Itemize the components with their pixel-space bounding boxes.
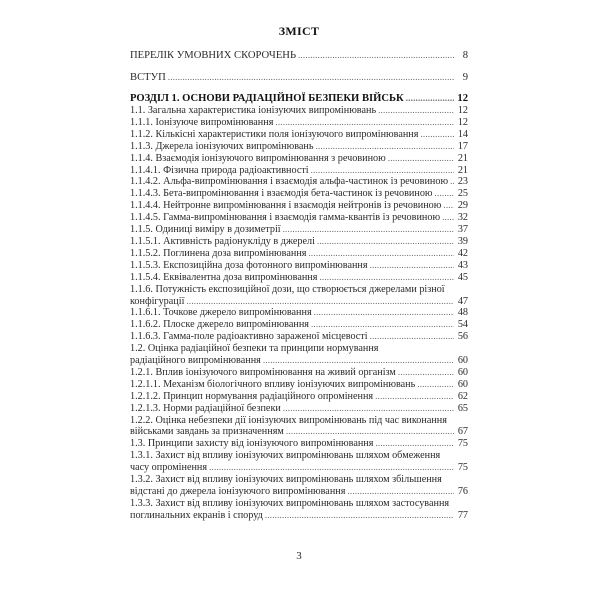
toc-entry[interactable] bbox=[130, 141, 468, 153]
toc-entry-text: часу опромінення bbox=[130, 462, 208, 474]
document-page bbox=[130, 0, 468, 600]
leader-dots bbox=[265, 510, 454, 522]
toc-entry[interactable] bbox=[130, 188, 468, 200]
toc-entry[interactable] bbox=[130, 153, 468, 165]
leader-dots bbox=[308, 248, 454, 260]
toc-entry-page: 75 bbox=[457, 438, 468, 450]
leader-dots bbox=[209, 462, 454, 474]
leader-dots bbox=[420, 129, 454, 141]
toc-entry-text: 1.1.4. Взаємодія іонізуючого випромінювання з речовиною bbox=[130, 152, 386, 164]
toc-entry-text: 1.1.5. Одиниці виміру в дозиметрії bbox=[130, 224, 281, 236]
toc-entry-page: 42 bbox=[457, 247, 468, 259]
toc-entry[interactable] bbox=[130, 49, 468, 62]
leader-dots bbox=[275, 117, 454, 129]
toc-entry-text: 1.1.4.5. Гамма-випромінювання і взаємодія гамма-квантів із речовиною bbox=[130, 212, 441, 224]
leader-dots bbox=[370, 260, 454, 272]
leader-dots bbox=[319, 272, 454, 284]
toc-entry-text: 1.2.1.1. Механізм біологічного впливу іонізуючих випромінювань bbox=[130, 378, 416, 390]
toc-entry-page: 39 bbox=[457, 235, 468, 247]
toc-entry[interactable] bbox=[130, 415, 468, 439]
toc-entry-page: 60 bbox=[457, 366, 468, 378]
leader-dots bbox=[316, 141, 454, 153]
toc-entry[interactable] bbox=[130, 248, 468, 260]
toc-entry-text: 1.1.6.1. Точкове джерело випромінювання bbox=[130, 307, 312, 319]
toc-entry-text: 1.1.4.2. Альфа-випромінювання і взаємодія альфа-частинок із речовиною bbox=[130, 176, 449, 188]
toc-entry[interactable] bbox=[130, 498, 468, 522]
toc-entry-text: 1.1.2. Кількісні характеристики поля іонізуючого випромінювання bbox=[130, 128, 419, 140]
toc-entry-page: 12 bbox=[457, 105, 468, 116]
page-number: 3 bbox=[296, 550, 302, 562]
toc-entry-page: 23 bbox=[457, 176, 468, 188]
toc-entry-page: 25 bbox=[457, 188, 468, 200]
leader-dots bbox=[283, 224, 454, 236]
toc-entry-page: 12 bbox=[457, 116, 468, 128]
toc-entry-page: 29 bbox=[457, 200, 468, 212]
toc-entry[interactable] bbox=[130, 212, 468, 224]
toc-entry-text: відстані до джерела іонізуючого випромінювання bbox=[130, 486, 346, 497]
toc-entry-text: 1.1.4.3. Бета-випромінювання і взаємодія бета-частинок із речовиною bbox=[130, 188, 433, 200]
table-of-contents bbox=[130, 49, 468, 522]
toc-entry-page: 14 bbox=[457, 128, 468, 140]
toc-entry-text: 1.1.4.4. Нейтронне випромінювання і взаємодія нейтронів із речовиною bbox=[130, 200, 442, 212]
toc-entry-text: 1.1.6.3. Гамма-поле радіоактивно зараженої місцевості bbox=[130, 331, 368, 343]
toc-entry-page: 77 bbox=[457, 509, 468, 521]
leader-dots bbox=[311, 319, 454, 331]
toc-entry-page: 56 bbox=[457, 331, 468, 343]
leader-dots bbox=[370, 331, 454, 343]
toc-entry[interactable] bbox=[130, 403, 468, 415]
leader-dots bbox=[398, 367, 454, 379]
leader-dots bbox=[435, 188, 454, 200]
leader-dots bbox=[388, 153, 454, 165]
toc-entry-text: РОЗДІЛ 1. ОСНОВИ РАДІАЦІЙНОЇ БЕЗПЕКИ ВІЙСЬК bbox=[130, 93, 404, 104]
toc-entry[interactable] bbox=[130, 367, 468, 379]
toc-entry[interactable] bbox=[130, 331, 468, 343]
toc-entry-text: 1.1.5.3. Експозиційна доза фотонного випромінювання bbox=[130, 259, 368, 271]
toc-entry-text: ВСТУП bbox=[130, 72, 166, 83]
toc-entry-page: 9 bbox=[462, 72, 468, 83]
toc-entry[interactable] bbox=[130, 165, 468, 177]
toc-entry-page: 43 bbox=[457, 259, 468, 271]
toc-entry-text: 1.2.1.2. Принцип нормування радіаційного опромінення bbox=[130, 390, 374, 402]
toc-entry-page: 37 bbox=[457, 224, 468, 236]
toc-entry-text-line1: 1.1.6. Потужність експозиційної дози, що створюється джерелами різної bbox=[130, 283, 445, 295]
leader-dots bbox=[375, 438, 454, 450]
toc-entry-text-line1: 1.3.2. Захист від впливу іонізуючих випромінювань шляхом збільшення bbox=[130, 474, 442, 486]
leader-dots bbox=[347, 486, 454, 498]
toc-entry[interactable] bbox=[130, 284, 468, 308]
toc-entry-text: конфігурації bbox=[130, 295, 185, 307]
toc-title: ЗМІСТ bbox=[278, 24, 320, 38]
toc-entry-text: 1.1.1. Іонізуюче випромінювання bbox=[130, 116, 274, 128]
toc-entry[interactable] bbox=[130, 474, 468, 498]
toc-entry-page: 8 bbox=[462, 50, 468, 61]
toc-entry[interactable] bbox=[130, 319, 468, 331]
toc-entry-page: 12 bbox=[457, 93, 468, 104]
leader-dots bbox=[314, 307, 454, 319]
leader-dots bbox=[311, 165, 454, 177]
leader-dots bbox=[286, 426, 454, 438]
toc-entry-chapter[interactable] bbox=[130, 92, 468, 105]
toc-entry[interactable] bbox=[130, 224, 468, 236]
leader-dots bbox=[442, 212, 454, 224]
toc-entry[interactable] bbox=[130, 438, 468, 450]
toc-entry[interactable] bbox=[130, 176, 468, 188]
toc-entry[interactable] bbox=[130, 117, 468, 129]
toc-entry-page: 32 bbox=[457, 212, 468, 224]
toc-entry-text-line1: 1.2.2. Оцінка небезпеки дії іонізуючих випромінювань під час виконання bbox=[130, 414, 447, 426]
leader-dots bbox=[168, 71, 454, 84]
toc-entry[interactable] bbox=[130, 71, 468, 84]
leader-dots bbox=[378, 105, 454, 117]
toc-entry[interactable] bbox=[130, 450, 468, 474]
toc-entry-text: 1.1.4.1. Фізична природа радіоактивності bbox=[130, 164, 309, 176]
toc-entry-text: ПЕРЕЛІК УМОВНИХ СКОРОЧЕНЬ bbox=[130, 50, 297, 61]
toc-entry-page: 17 bbox=[457, 140, 468, 152]
toc-entry[interactable] bbox=[130, 343, 468, 367]
toc-entry-text: військами завдань за призначенням bbox=[130, 426, 284, 438]
toc-entry-text: 1.1.3. Джерела іонізуючих випромінювань bbox=[130, 140, 314, 152]
toc-entry-page: 21 bbox=[457, 164, 468, 176]
toc-entry-text: 1.1.5.2. Поглинена доза випромінювання bbox=[130, 247, 307, 259]
toc-entry-page: 60 bbox=[457, 355, 468, 367]
toc-entry[interactable] bbox=[130, 260, 468, 272]
leader-dots bbox=[317, 236, 454, 248]
toc-entry-page: 21 bbox=[457, 152, 468, 164]
leader-dots bbox=[283, 403, 454, 415]
toc-entry-page: 60 bbox=[457, 378, 468, 390]
toc-entry-text-line1: 1.3.1. Захист від впливу іонізуючих випромінювань шляхом обмеження bbox=[130, 450, 441, 462]
toc-entry-page: 75 bbox=[457, 462, 468, 474]
leader-dots bbox=[375, 391, 454, 403]
toc-entry-page: 45 bbox=[457, 271, 468, 283]
toc-entry-text: 1.1.5.4. Еквівалентна доза випромінювання bbox=[130, 271, 318, 283]
toc-entry[interactable] bbox=[130, 379, 468, 391]
leader-dots bbox=[406, 92, 454, 105]
toc-entry[interactable] bbox=[130, 307, 468, 319]
toc-entry-page: 65 bbox=[457, 402, 468, 414]
toc-entry-text: 1.1.6.2. Плоске джерело випромінювання bbox=[130, 319, 309, 331]
leader-dots bbox=[450, 176, 454, 188]
toc-entry-page: 47 bbox=[457, 295, 468, 307]
toc-entry[interactable] bbox=[130, 391, 468, 403]
toc-entry-text-line1: 1.3.3. Захист від впливу іонізуючих випромінювань шляхом застосування bbox=[130, 497, 450, 509]
toc-entry[interactable] bbox=[130, 105, 468, 117]
toc-entry-text: 1.1.5.1. Активність радіонукліду в джерелі bbox=[130, 235, 315, 247]
leader-dots bbox=[263, 355, 454, 367]
leader-dots bbox=[298, 49, 454, 62]
toc-entry-page: 48 bbox=[457, 307, 468, 319]
toc-entry-text: поглинальних екранів і споруд bbox=[130, 509, 263, 521]
toc-entry-text: радіаційного випромінювання bbox=[130, 355, 261, 367]
toc-entry-page: 67 bbox=[457, 426, 468, 438]
toc-entry-page: 54 bbox=[457, 319, 468, 331]
toc-entry-page: 62 bbox=[457, 390, 468, 402]
toc-entry[interactable] bbox=[130, 129, 468, 141]
toc-entry-text: 1.2.1.3. Норми радіаційної безпеки bbox=[130, 402, 281, 414]
leader-dots bbox=[443, 200, 454, 212]
toc-entry-text: 1.2.1. Вплив іонізуючого випромінювання на живий організм bbox=[130, 366, 396, 378]
leader-dots bbox=[417, 379, 454, 391]
toc-entry-page: 76 bbox=[457, 486, 468, 497]
toc-entry[interactable] bbox=[130, 200, 468, 212]
leader-dots bbox=[186, 296, 454, 308]
toc-entry-text: 1.3. Принципи захисту від іонізуючого випромінювання bbox=[130, 438, 374, 450]
toc-entry-text: 1.1. Загальна характеристика іонізуючих випромінювань bbox=[130, 105, 377, 116]
toc-entry[interactable] bbox=[130, 272, 468, 284]
toc-entry[interactable] bbox=[130, 236, 468, 248]
toc-entry-text-line1: 1.2. Оцінка радіаційної безпеки та принципи нормування bbox=[130, 343, 379, 355]
